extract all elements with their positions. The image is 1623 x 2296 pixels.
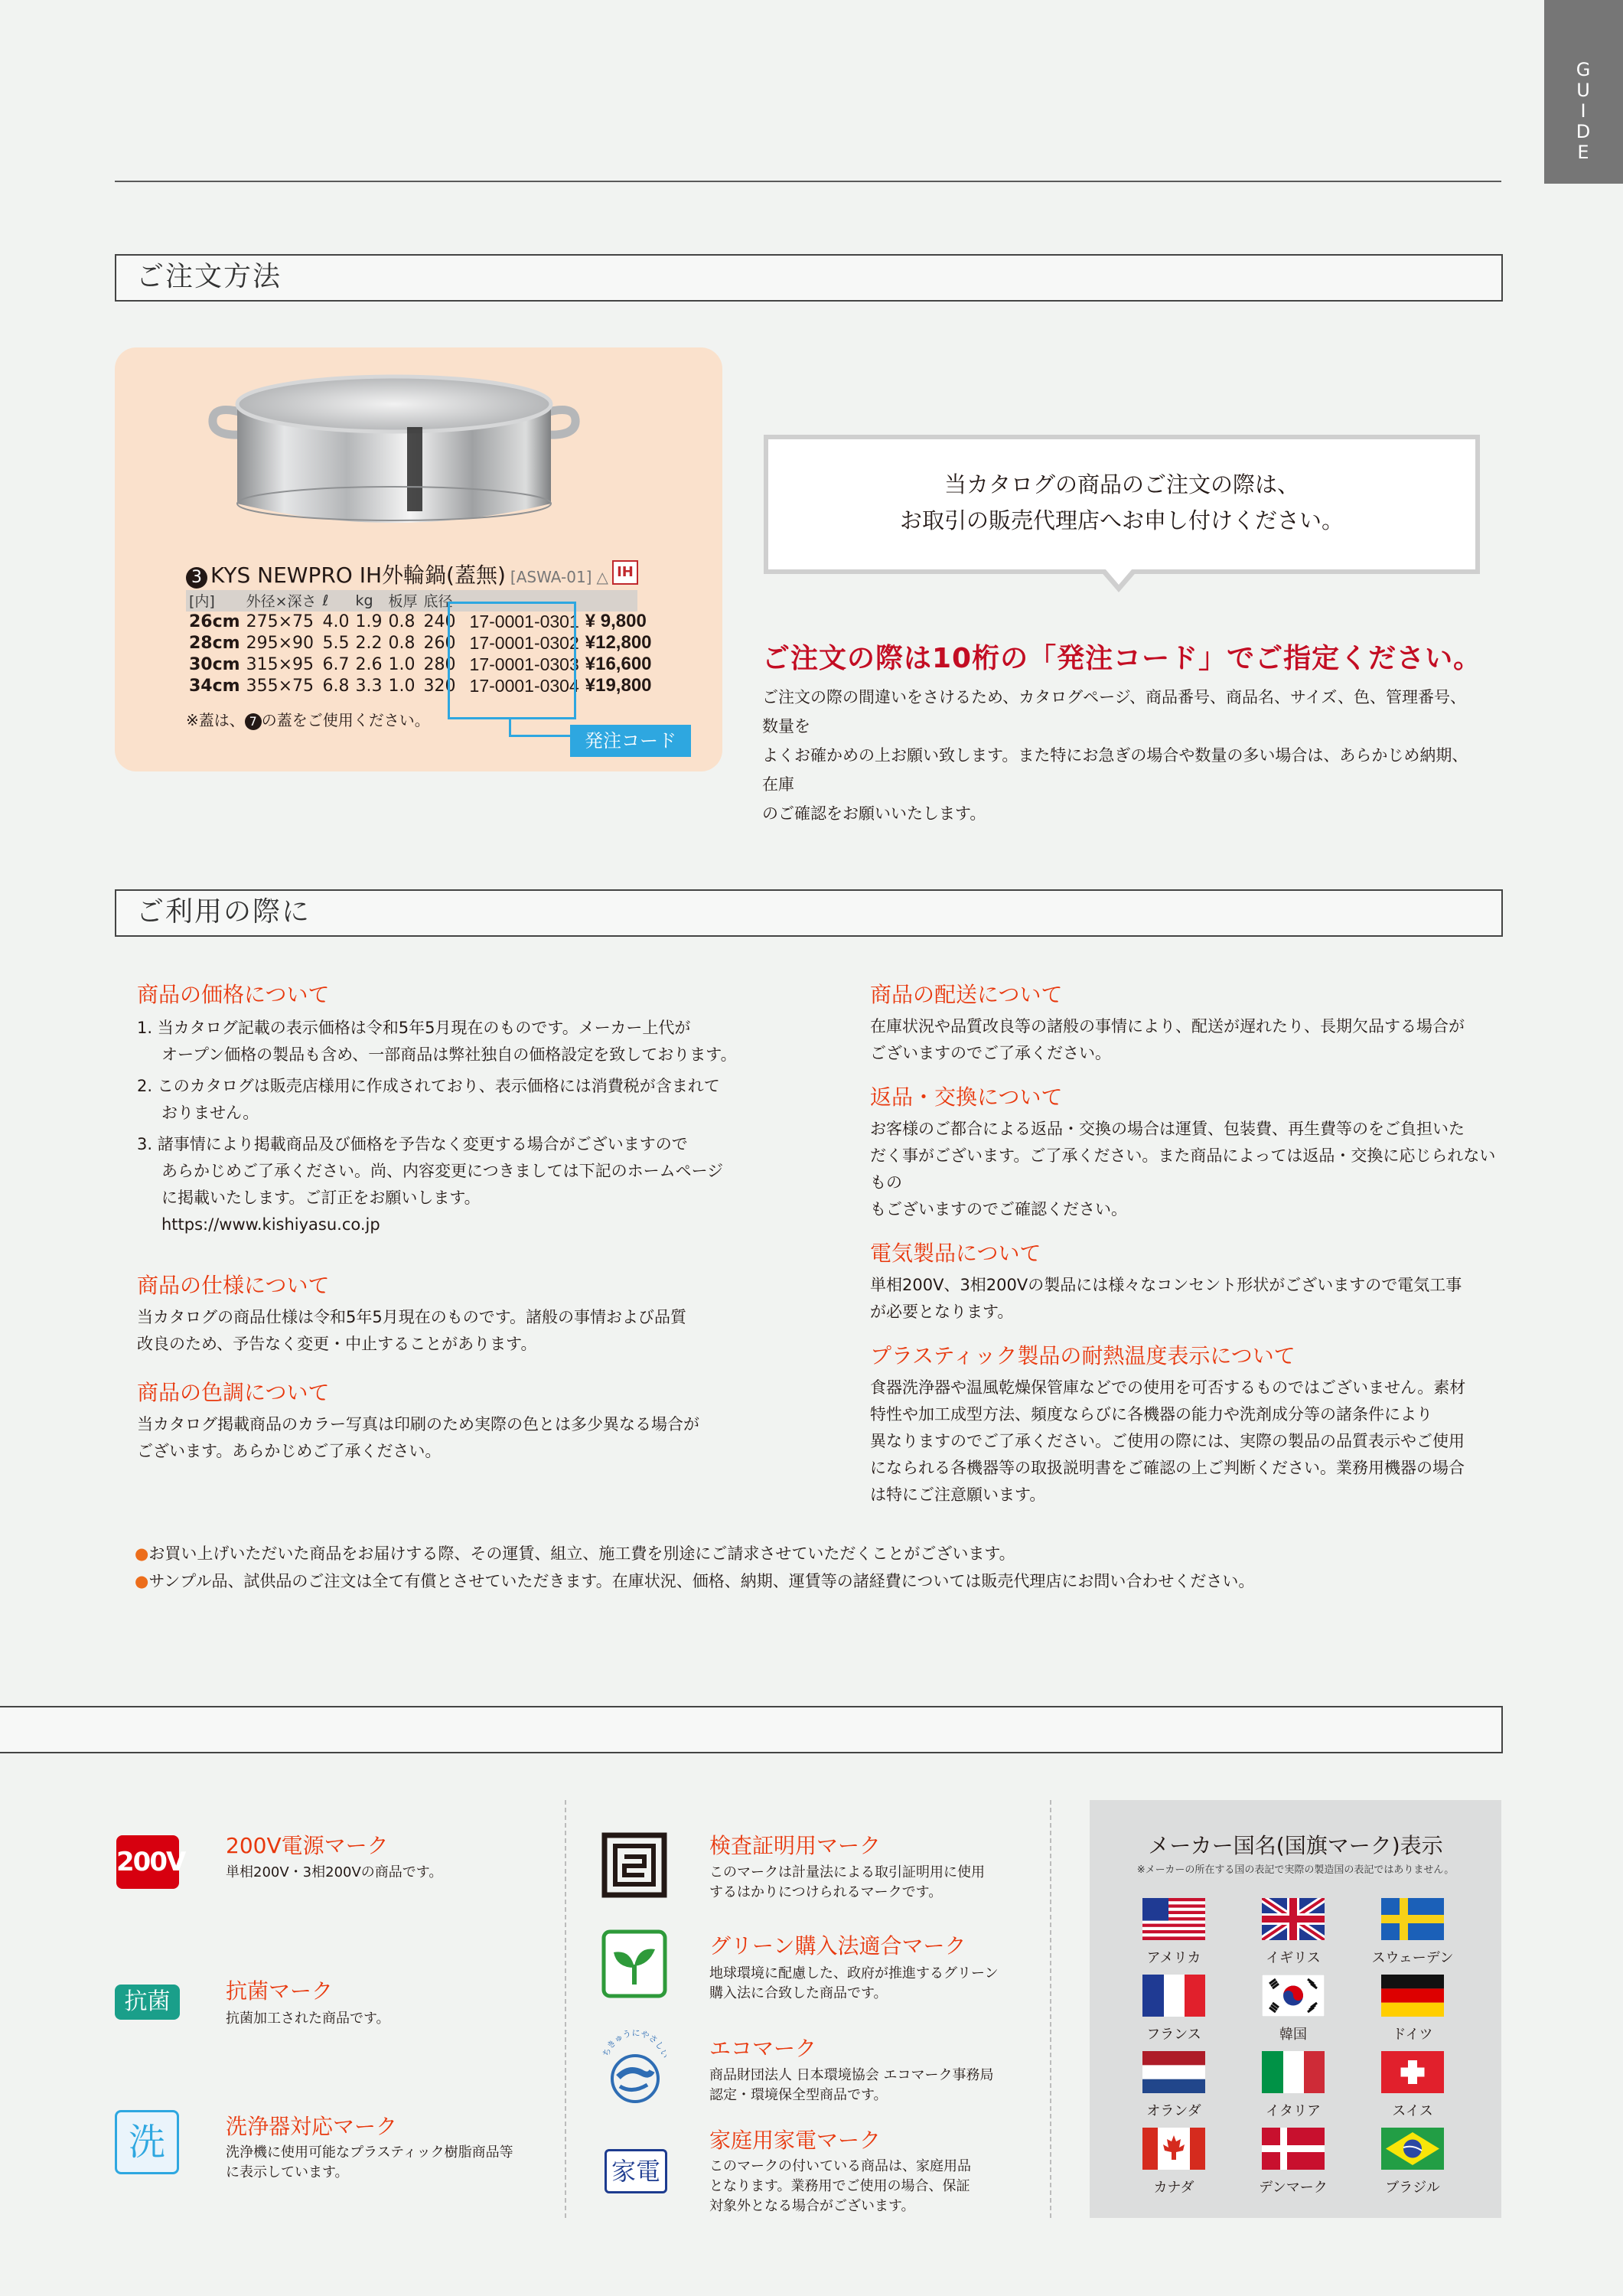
kg-cell: 2.2 [355, 633, 383, 653]
order-code-cell: 17-0001-0302 [469, 632, 579, 653]
flag-label: ドイツ [1392, 2027, 1433, 2043]
electric-heading: 電気製品について [870, 1241, 1041, 1266]
text-line: 当カタログ掲載商品のカラー写真は印刷のため実際の色とは多少異なる場合が [137, 1415, 699, 1433]
korea-flag-icon [1262, 1975, 1325, 2017]
speech-tail-inner [1105, 569, 1133, 585]
desc-line: このマークは計量法による取引証明用に使用 [709, 1864, 985, 1880]
text-line: になられる各機器等の取扱説明書をご確認の上ご判断ください。業務用機器の場合 [870, 1459, 1465, 1477]
denmark-flag-icon [1262, 2128, 1325, 2170]
switzerland-flag-icon [1381, 2051, 1444, 2093]
order-code-cell: 17-0001-0303 [469, 654, 579, 674]
speech-text [764, 467, 1480, 539]
green-purchase-mark-desc [709, 1964, 999, 2004]
flag-label: フランス [1146, 2027, 1201, 2043]
outer-cell: 295×90 [246, 633, 314, 653]
callout-line [509, 735, 570, 737]
text-line: 食器洗浄器や温風乾燥保管庫などでの使用を可否するものではございません。素材 [870, 1378, 1466, 1397]
liter-cell: 6.7 [322, 654, 350, 674]
flag-label: イギリス [1266, 1950, 1321, 1966]
price-cell: ¥12,800 [585, 632, 652, 653]
table-row [186, 611, 655, 632]
list-line: オープン価格の製品も含め、一部商品は弊社独自の価格設定を致しております。 [161, 1045, 737, 1064]
spec-header-row [186, 590, 655, 611]
plate-cell: 1.0 [388, 676, 416, 696]
flag-label: 韓国 [1279, 2027, 1307, 2043]
antibacterial-icon: 抗菌 [115, 1985, 180, 2020]
usage-left-column [137, 978, 772, 1465]
usa-flag-icon [1142, 1898, 1205, 1940]
italy-flag-icon [1262, 2051, 1325, 2093]
outer-cell: 315×95 [246, 654, 314, 674]
spec-table [186, 590, 655, 696]
bullet-text: お買い上げいただいた商品をお届けする際、その運賃、組立、施工費を別途にご請求させていただくことがございます。 [148, 1544, 1015, 1563]
text-line: だく事がございます。ご了承ください。また商品によっては返品・交換に応じられないもの [870, 1146, 1496, 1192]
desc-line: 対象外となる場合がございます。 [709, 2198, 915, 2214]
product-title [186, 559, 608, 589]
flag-label: イタリア [1266, 2103, 1321, 2119]
netherlands-flag-icon [1142, 2051, 1205, 2093]
usage-section-header [115, 889, 1503, 937]
bottom-cell: 240 [423, 612, 456, 631]
col-bottom: 底径 [423, 593, 453, 610]
liter-cell: 6.8 [322, 676, 350, 696]
bottom-cell: 260 [423, 633, 456, 653]
marks-section-header [0, 1706, 1503, 1753]
liter-cell: 5.5 [322, 633, 350, 653]
text-line: お客様のご都合による返品・交換の場合は運賃、包装費、再生費等のをご負担いた [870, 1120, 1465, 1138]
color-heading: 商品の色調について [137, 1380, 330, 1405]
plastic-heading: プラスティック製品の耐熱温度表示について [870, 1343, 1295, 1368]
order-section-title: ご注文方法 [136, 261, 282, 292]
list-item [135, 1540, 1254, 1567]
bottom-cell: 280 [423, 654, 456, 674]
germany-flag-icon [1381, 1975, 1444, 2017]
notice-bullets [135, 1540, 1254, 1595]
list-line: 1. 当カタログ記載の表示価格は令和5年5月現在のものです。メーカー上代が [137, 1019, 691, 1037]
list-line: 2. このカタログは販売店様用に作成されており、表示価格には消費税が含まれて [137, 1077, 720, 1095]
guide-tab-label: G U I D E [1576, 59, 1592, 163]
kg-cell: 2.6 [355, 654, 383, 674]
flag-label: スイス [1392, 2103, 1433, 2119]
list-item [137, 1131, 772, 1238]
home-appliance-icon: 家電 [605, 2149, 667, 2193]
product-name: KYS NEWPRO IH外輪鍋(蓋無) [210, 563, 506, 588]
list-line: に掲載いたします。ご訂正をお願いします。 [161, 1189, 481, 1207]
bullet-icon: ● [135, 1572, 149, 1590]
flag-label: アメリカ [1146, 1950, 1201, 1966]
product-code: [ASWA-01] [510, 568, 592, 586]
table-row [186, 632, 655, 654]
desc-line: となります。業務用でご使用の場合、保証 [709, 2178, 970, 2194]
liter-cell: 4.0 [322, 612, 350, 631]
price-heading: 商品の価格について [137, 982, 330, 1007]
text-line: ございますのでご了承ください。 [870, 1044, 1111, 1062]
flag-label: デンマーク [1259, 2180, 1328, 2196]
200v-mark-desc: 単相200V・3相200Vの商品です。 [226, 1864, 443, 1880]
text-line: 改良のため、予告なく変更・中止することがあります。 [137, 1335, 537, 1353]
body-line: ご注文の際の間違いをさけるため、カタログページ、商品番号、商品名、サイズ、色、管理番号、数量を [762, 688, 1467, 735]
desc-line: 認定・環境保全型商品です。 [709, 2087, 888, 2103]
flag-label: オランダ [1146, 2103, 1201, 2119]
product-number-badge: 3 [186, 567, 207, 589]
200v-mark-title: 200V電源マーク [226, 1833, 389, 1858]
bottom-cell: 320 [423, 676, 456, 696]
usage-section-title: ご利用の際に [136, 896, 311, 928]
text-line: ございます。あらかじめご了承ください。 [137, 1442, 442, 1460]
text-line: は特にご注意願います。 [870, 1486, 1046, 1504]
order-code-highlight [448, 602, 576, 719]
list-item [137, 1073, 772, 1127]
col-plate: 板厚 [388, 593, 418, 610]
text-line: 当カタログの商品仕様は令和5年5月現在のものです。諸般の事情および品質 [137, 1308, 687, 1326]
desc-line: 洗浄機に使用可能なプラスティック樹脂商品等 [226, 2144, 513, 2161]
desc-line: するはかりにつけられるマークです。 [709, 1884, 943, 1900]
green-purchase-mark-title: グリーン購入法適合マーク [709, 1933, 966, 1958]
plate-cell: 0.8 [388, 612, 416, 631]
uk-flag-icon [1262, 1898, 1325, 1940]
eco-mark-icon [598, 2028, 672, 2108]
bullet-text: サンプル品、試供品のご注文は全て有償とさせていただきます。在庫状況、価格、納期、運賃等の諸経費については販売代理店にお問い合わせください。 [148, 1572, 1255, 1590]
homepage-url[interactable]: https://www.kishiyasu.co.jp [161, 1215, 380, 1234]
kg-cell: 3.3 [355, 676, 383, 696]
col-inner: [内] [189, 593, 215, 610]
desc-line: このマークの付いている商品は、家庭用品 [709, 2158, 971, 2174]
spec-heading: 商品の仕様について [137, 1273, 330, 1298]
dishwasher-icon: 洗 [115, 2110, 179, 2174]
size-cell: 34cm [189, 676, 240, 696]
eco-arc-text: ちきゅうにやさしい [601, 2028, 670, 2060]
flag-label: ブラジル [1385, 2180, 1440, 2196]
order-section-header [115, 254, 1503, 302]
text-line: が必要となります。 [870, 1303, 1014, 1321]
price-list [137, 1015, 772, 1238]
plate-cell: 1.0 [388, 654, 416, 674]
col-outer: 外径×深さ [246, 593, 317, 610]
text-line: 異なりますのでご了承ください。ご使用の際には、実際の製品の品質表示やご使用 [870, 1432, 1465, 1450]
bullet-icon: ● [135, 1544, 149, 1563]
desc-line: 地球環境に配慮した、政府が推進するグリーン [709, 1965, 999, 1981]
size-cell: 28cm [189, 633, 240, 653]
lid-number-badge: 7 [245, 713, 262, 730]
list-line: あらかじめご了承ください。尚、内容変更につきましては下記のホームページ [161, 1162, 724, 1180]
eco-mark-title: エコマーク [709, 2036, 817, 2061]
kg-cell: 1.9 [355, 612, 383, 631]
verification-mark-title: 検査証明用マーク [709, 1833, 882, 1858]
eco-mark-desc [709, 2066, 993, 2105]
flag-label: スウェーデン [1371, 1950, 1454, 1966]
canada-flag-icon [1142, 2128, 1205, 2170]
size-cell: 30cm [189, 654, 240, 674]
sweden-flag-icon [1381, 1898, 1444, 1940]
flag-label: カナダ [1153, 2180, 1194, 2196]
body-line: よくお確かめの上お願い致します。また特にお急ぎの場合や数量の多い場合は、あらかじめ納期、在庫 [762, 746, 1468, 794]
header-rule [115, 181, 1501, 182]
desc-line: 商品財団法人 日本環境協会 エコマーク事務局 [709, 2067, 994, 2083]
price-cell: ¥19,800 [585, 675, 652, 696]
body-line: のご確認をお願いいたします。 [762, 804, 986, 823]
lid-note-prefix: ※蓋は、 [186, 711, 245, 729]
verification-icon [601, 1832, 667, 1898]
usage-right-column [870, 978, 1501, 1508]
divider [565, 1800, 566, 2218]
table-row [186, 675, 655, 696]
size-cell: 26cm [189, 612, 240, 631]
text-line: 単相200V、3相200Vの製品には様々なコンセント形状がございますので電気工事 [870, 1276, 1462, 1294]
flags-title: メーカー国名(国旗マーク)表示 [1148, 1833, 1443, 1858]
dishwasher-mark-desc [226, 2143, 513, 2183]
order-code-label: 発注コード [570, 725, 691, 757]
ih-icon: IH [612, 560, 638, 585]
delivery-heading: 商品の配送について [870, 982, 1063, 1007]
triangle-mark: △ [596, 568, 608, 586]
speech-line: 当カタログの商品のご注文の際は、 [943, 471, 1299, 497]
text-line: 在庫状況や品質改良等の諸般の事情により、配送が遅れたり、長期欠品する場合が [870, 1017, 1465, 1035]
speech-line: お取引の販売代理店へお申し付けください。 [899, 507, 1344, 533]
desc-line: 購入法に合致した商品です。 [709, 1985, 888, 2001]
col-kg: kg [355, 592, 373, 609]
order-headline: ご注文の際は10桁の「発注コード」でご指定ください。 [762, 643, 1482, 674]
brazil-flag-icon [1381, 2128, 1444, 2170]
list-line: おりません。 [161, 1104, 259, 1122]
france-flag-icon [1142, 1975, 1205, 2017]
outer-cell: 355×75 [246, 676, 314, 696]
price-cell: ¥16,600 [585, 654, 652, 674]
price-cell: ¥ 9,800 [585, 611, 647, 631]
lid-note [186, 708, 430, 730]
desc-line: に表示しています。 [226, 2164, 349, 2180]
home-appliance-mark-title: 家庭用家電マーク [709, 2128, 882, 2153]
outer-cell: 275×75 [246, 612, 314, 631]
col-liter: ℓ [322, 592, 329, 609]
verification-mark-desc [709, 1863, 985, 1903]
divider [1050, 1800, 1051, 2218]
dishwasher-mark-title: 洗浄器対応マーク [226, 2114, 398, 2139]
flags-note: ※メーカーの所在する国の表記で実際の製造国の表記ではありません。 [1136, 1864, 1455, 1876]
text-line: もございますのでご確認ください。 [870, 1200, 1127, 1218]
antibacterial-mark-desc: 抗菌加工された商品です。 [226, 2011, 390, 2027]
home-appliance-mark-desc [709, 2157, 971, 2216]
lid-note-suffix: の蓋をご使用ください。 [261, 711, 430, 729]
200v-icon: 200V [116, 1835, 179, 1889]
list-line: 3. 諸事情により掲載商品及び価格を予告なく変更する場合がございますので [137, 1135, 688, 1153]
list-item [135, 1567, 1254, 1595]
antibacterial-mark-title: 抗菌マーク [226, 1978, 334, 2004]
order-body [762, 683, 1481, 828]
plate-cell: 0.8 [388, 633, 416, 653]
order-code-cell: 17-0001-0304 [469, 675, 579, 696]
green-purchase-icon [601, 1929, 667, 1998]
order-code-cell: 17-0001-0301 [469, 611, 579, 631]
pot-image [207, 373, 582, 534]
table-row [186, 654, 655, 675]
list-item [137, 1015, 772, 1068]
returns-heading: 返品・交換について [870, 1084, 1063, 1110]
text-line: 特性や加工成型方法、頻度ならびに各機器の能力や洗剤成分等の諸条件により [870, 1405, 1432, 1424]
